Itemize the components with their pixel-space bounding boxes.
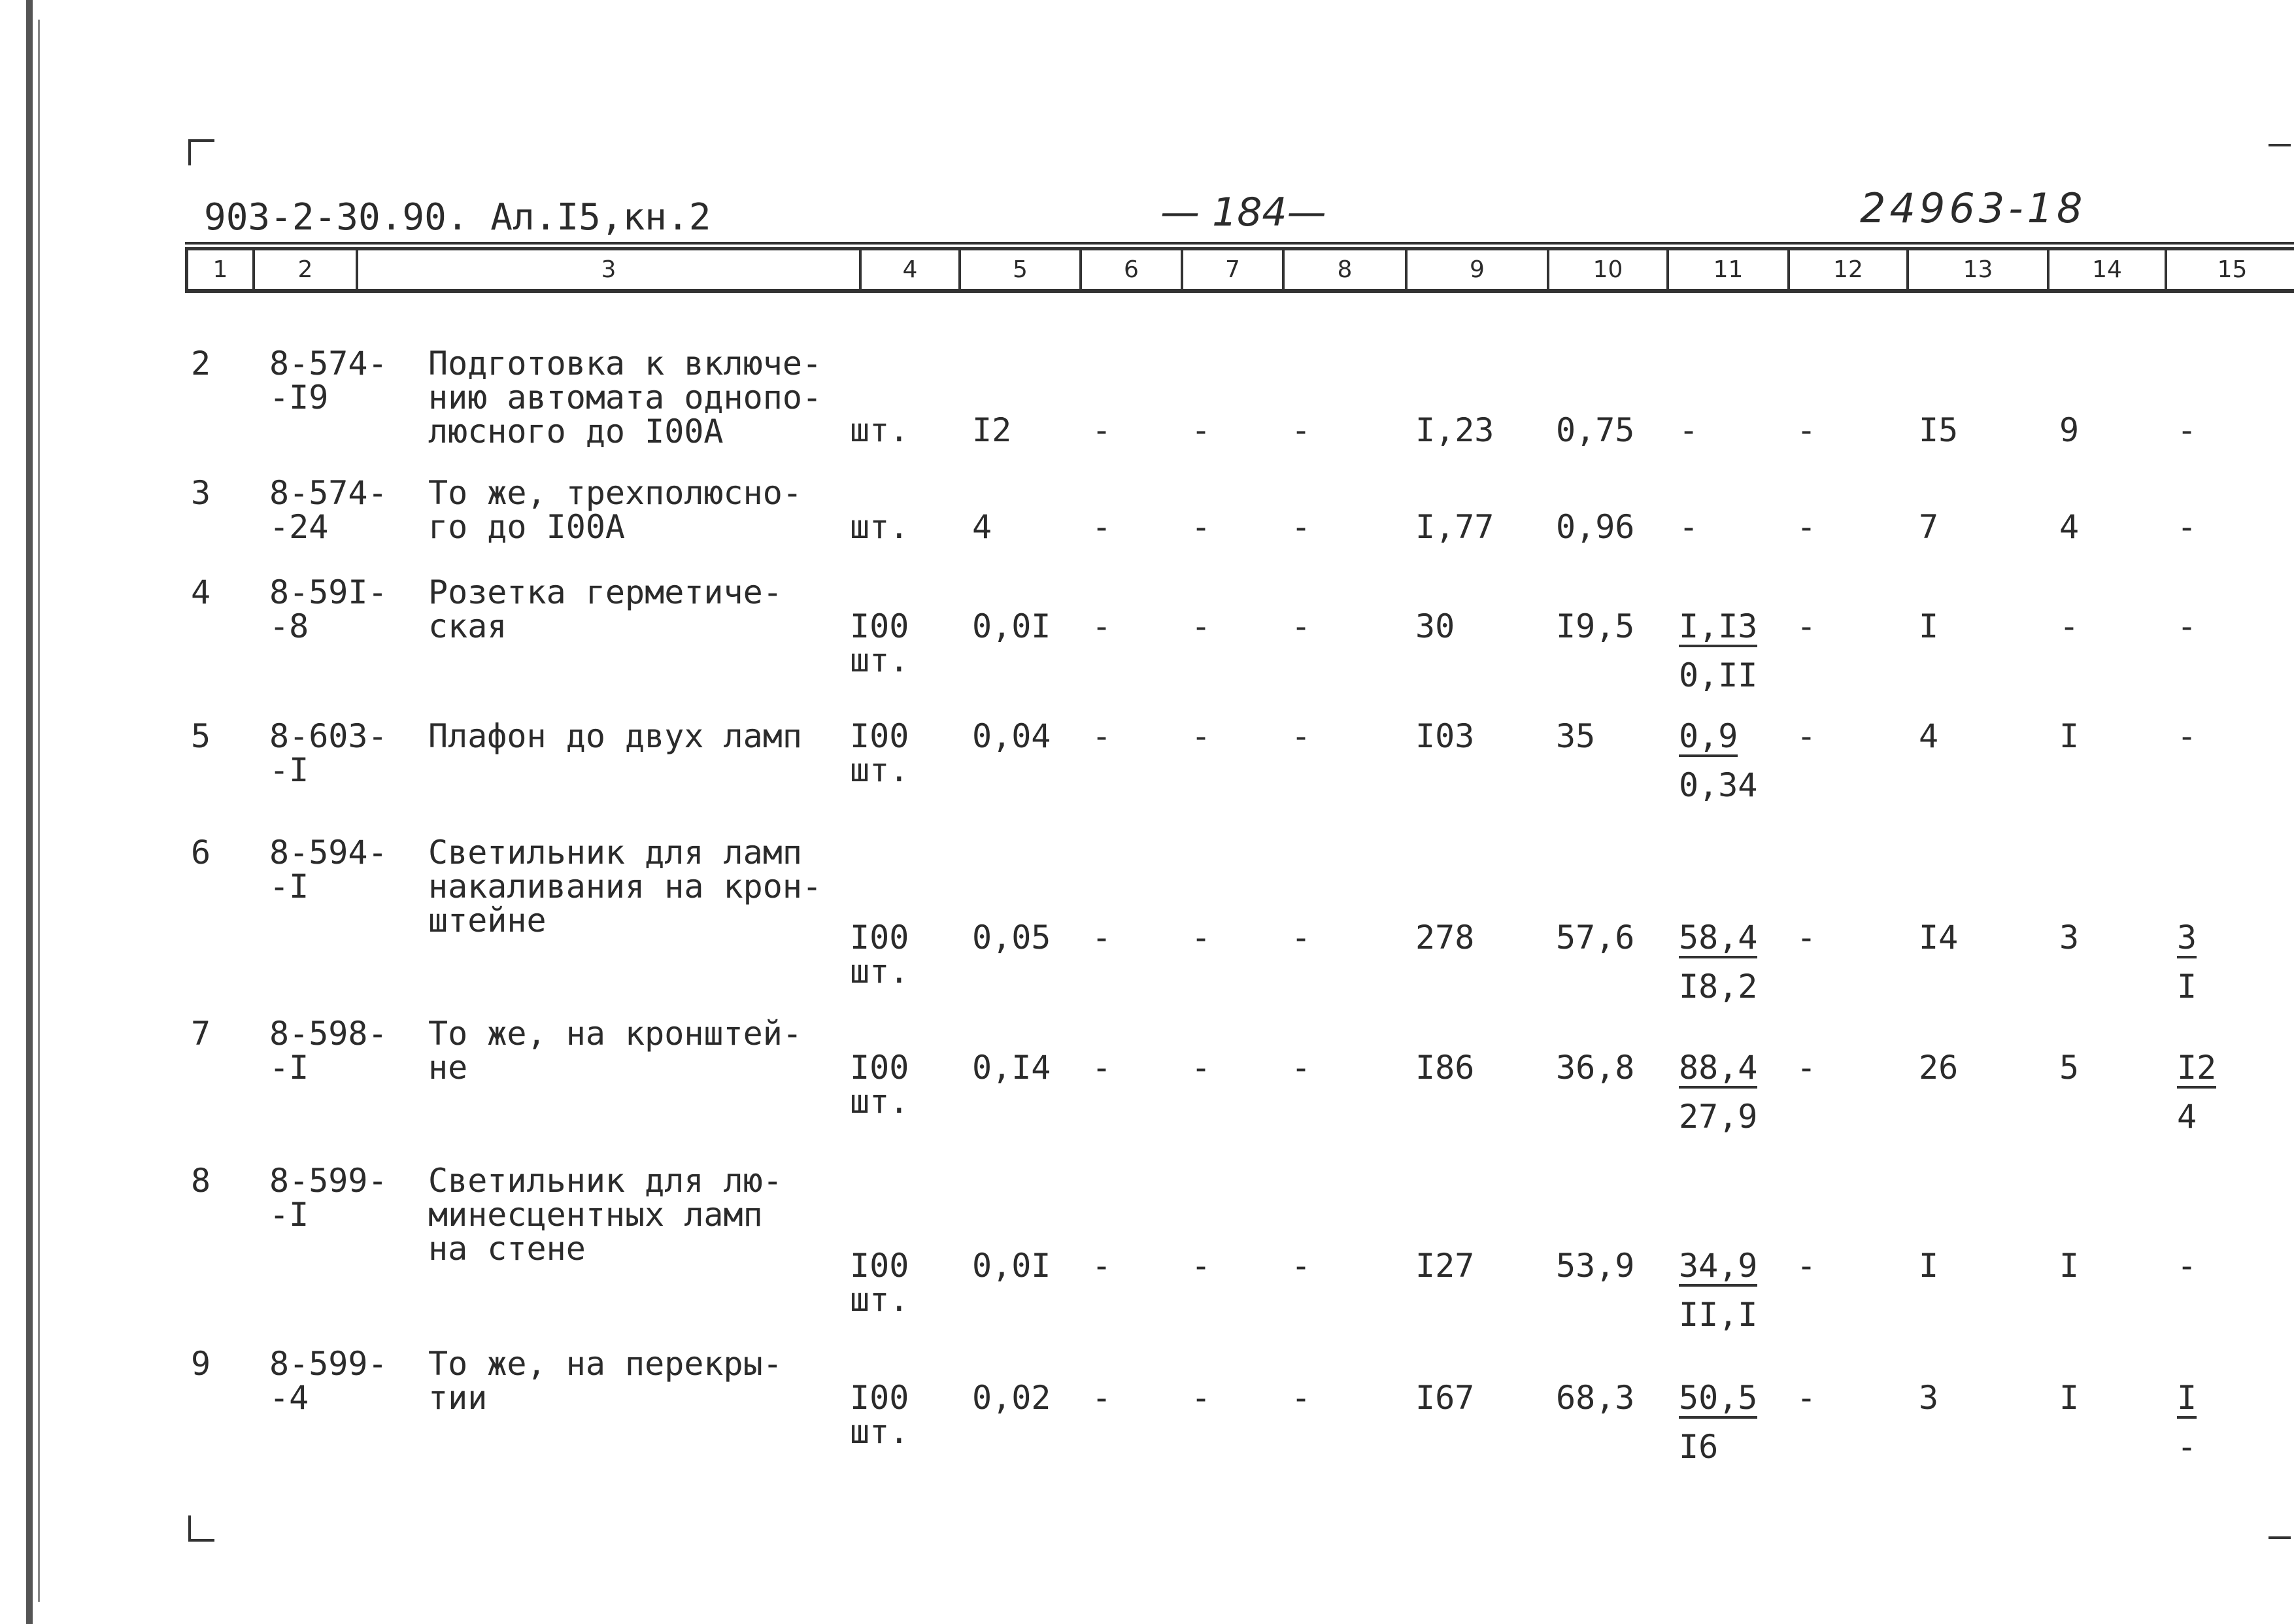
row-number: 3 (191, 474, 211, 512)
unit-cost: I86 (1415, 1049, 1475, 1087)
col7-value: - (1191, 607, 1211, 645)
work-name: Подготовка к включе- нию автомата однопо- люсного до I00А (428, 345, 822, 450)
column-number-5: 5 (961, 250, 1082, 290)
col14-value: 9 (2059, 411, 2080, 449)
col14-value: - (2059, 607, 2080, 645)
machine-cost-fraction (1679, 1051, 1757, 1089)
column-number-13: 13 (1909, 250, 2049, 290)
unit: I00 шт. (850, 1379, 909, 1451)
col6-value: - (1092, 1247, 1112, 1285)
col12-value: - (1796, 1379, 1817, 1417)
col13-value: I (1919, 1247, 1939, 1285)
quantity: 4 (972, 508, 992, 546)
col15-subvalue: I (2177, 968, 2197, 1006)
col15-fraction (2177, 609, 2197, 643)
col7-value: - (1191, 508, 1211, 546)
col14-value: I (2059, 1247, 2080, 1285)
col8-value: - (1291, 607, 1311, 645)
corner-mark-top-left (188, 139, 214, 165)
col12-value: - (1796, 508, 1817, 546)
column-number-15: 15 (2217, 256, 2248, 283)
norm-code: 8-574- -I9 (269, 345, 388, 416)
norm-code: 8-599- -4 (269, 1345, 388, 1417)
wage-cost: I9,5 (1556, 607, 1635, 645)
col15-value: - (2177, 717, 2197, 755)
machine-cost-fraction (1679, 719, 1738, 757)
machine-wage: 0,II (1679, 656, 1758, 694)
column-number-header (185, 247, 2294, 293)
column-number-2: 2 (255, 250, 358, 290)
work-name: Плафон до двух ламп (428, 717, 802, 755)
column-number-9: 9 (1408, 250, 1549, 290)
col6-value: - (1092, 1049, 1112, 1087)
col15-fraction (2177, 1381, 2197, 1419)
machine-cost-fraction (1679, 1381, 1757, 1419)
quantity: 0,04 (972, 717, 1051, 755)
column-number-7: 7 (1183, 250, 1285, 290)
column-number-3: 3 (358, 250, 862, 290)
machine-cost: 88,4 (1679, 1051, 1757, 1089)
quantity: 0,02 (972, 1379, 1051, 1417)
col13-value: I5 (1919, 411, 1959, 449)
col15-fraction (2177, 413, 2197, 447)
unit: I00 шт. (850, 607, 909, 679)
wage-cost: 36,8 (1556, 1049, 1635, 1087)
row-number: 9 (191, 1345, 211, 1383)
machine-cost-fraction (1679, 1249, 1757, 1287)
unit-cost: I,77 (1415, 508, 1494, 546)
machine-cost: - (1679, 411, 1699, 449)
machine-wage: II,I (1679, 1296, 1758, 1334)
machine-wage: I8,2 (1679, 968, 1758, 1006)
work-name: То же, на перекры- тии (428, 1345, 783, 1417)
col13-value: 26 (1919, 1049, 1959, 1087)
col6-value: - (1092, 607, 1112, 645)
col12-value: - (1796, 1049, 1817, 1087)
col7-value: - (1191, 411, 1211, 449)
norm-code: 8-594- -I (269, 834, 388, 905)
col7-value: - (1191, 1247, 1211, 1285)
page-number: — 184— (1160, 190, 1326, 235)
col13-value: I (1919, 607, 1939, 645)
col15-value: I2 (2177, 1051, 2216, 1089)
row-number: 4 (191, 573, 211, 611)
col14-value: 4 (2059, 508, 2080, 546)
machine-cost-fraction (1679, 921, 1757, 958)
unit: шт. (850, 411, 909, 449)
col7-value: - (1191, 1379, 1211, 1417)
unit-cost: I03 (1415, 717, 1475, 755)
column-number-8: 8 (1285, 250, 1408, 290)
col8-value: - (1291, 508, 1311, 546)
machine-cost-fraction (1679, 510, 1698, 544)
col15-value: I (2177, 1381, 2197, 1419)
col15-subvalue: - (2177, 1428, 2197, 1466)
col15-fraction (2177, 510, 2197, 544)
col15-value: - (2177, 508, 2197, 546)
binding-edge-line (38, 20, 40, 1602)
quantity: I2 (972, 411, 1012, 449)
unit: I00 шт. (850, 1247, 909, 1319)
col13-value: 4 (1919, 717, 1939, 755)
col15-value: 3 (2177, 921, 2197, 958)
col15-fraction (2177, 719, 2197, 753)
col12-value: - (1796, 1247, 1817, 1285)
quantity: 0,I4 (972, 1049, 1051, 1087)
wage-cost: 57,6 (1556, 919, 1635, 956)
machine-cost: 34,9 (1679, 1249, 1757, 1287)
col7-value: - (1191, 1049, 1211, 1087)
wage-cost: 53,9 (1556, 1247, 1635, 1285)
col15-fraction (2177, 921, 2197, 958)
unit-cost: 30 (1415, 607, 1455, 645)
col13-value: 7 (1919, 508, 1939, 546)
unit-cost: I27 (1415, 1247, 1475, 1285)
norm-code: 8-59I- -8 (269, 573, 388, 645)
col8-value: - (1291, 1049, 1311, 1087)
work-name: То же, трехполюсно- го до I00А (428, 474, 802, 546)
machine-wage: I6 (1679, 1428, 1719, 1466)
col6-value: - (1092, 717, 1112, 755)
corner-mark-bottom-right (2269, 1536, 2291, 1539)
col8-value: - (1291, 1247, 1311, 1285)
col15-value: - (2177, 1247, 2197, 1285)
col12-value: - (1796, 717, 1817, 755)
norm-code: 8-603- -I (269, 717, 388, 789)
wage-cost: 35 (1556, 717, 1596, 755)
column-number-12: 12 (1790, 250, 1909, 290)
col15-value: - (2177, 411, 2197, 449)
row-number: 7 (191, 1015, 211, 1053)
norm-code: 8-599- -I (269, 1162, 388, 1234)
archive-number: 24963-18 (1860, 184, 2087, 232)
col8-value: - (1291, 1379, 1311, 1417)
corner-mark-top-right (2269, 144, 2291, 146)
unit-cost: 278 (1415, 919, 1475, 956)
col14-value: I (2059, 1379, 2080, 1417)
wage-cost: 0,96 (1556, 508, 1635, 546)
row-number: 8 (191, 1162, 211, 1200)
machine-wage: 0,34 (1679, 766, 1758, 804)
col15-subvalue: 4 (2177, 1098, 2197, 1136)
col14-value: 3 (2059, 919, 2080, 956)
unit-cost: I67 (1415, 1379, 1475, 1417)
work-name: То же, на кронштей- не (428, 1015, 802, 1087)
work-name: Розетка герметиче- ская (428, 573, 783, 645)
col15-value: - (2177, 607, 2197, 645)
quantity: 0,0I (972, 1247, 1051, 1285)
machine-cost: 50,5 (1679, 1381, 1757, 1419)
machine-cost-fraction (1679, 413, 1698, 447)
col8-value: - (1291, 717, 1311, 755)
work-name: Светильник для ламп накаливания на крон- штейне (428, 834, 822, 939)
column-number-4: 4 (862, 250, 961, 290)
machine-cost: I,I3 (1679, 609, 1757, 647)
document-reference: 903-2-30.90. Ал.I5,кн.2 (204, 196, 711, 239)
wage-cost: 0,75 (1556, 411, 1635, 449)
col14-value: 5 (2059, 1049, 2080, 1087)
column-number-14: 14 (2049, 250, 2167, 290)
table-top-rule (185, 242, 2294, 245)
norm-code: 8-598- -I (269, 1015, 388, 1087)
wage-cost: 68,3 (1556, 1379, 1635, 1417)
row-number: 2 (191, 345, 211, 382)
unit: I00 шт. (850, 919, 909, 990)
norm-code: 8-574- -24 (269, 474, 388, 546)
work-name: Светильник для лю- минесцентных ламп на стене (428, 1162, 783, 1268)
column-number-11: 11 (1669, 250, 1790, 290)
col6-value: - (1092, 508, 1112, 546)
col12-value: - (1796, 411, 1817, 449)
col14-value: I (2059, 717, 2080, 755)
col13-value: I4 (1919, 919, 1959, 956)
column-number-10: 10 (1549, 250, 1669, 290)
row-number: 5 (191, 717, 211, 755)
col8-value: - (1291, 411, 1311, 449)
column-number-1: 1 (188, 250, 255, 290)
col6-value: - (1092, 919, 1112, 956)
col15-fraction (2177, 1051, 2216, 1089)
row-number: 6 (191, 834, 211, 871)
quantity: 0,05 (972, 919, 1051, 956)
col13-value: 3 (1919, 1379, 1939, 1417)
col12-value: - (1796, 607, 1817, 645)
col6-value: - (1092, 411, 1112, 449)
corner-mark-bottom-left (188, 1515, 214, 1542)
col7-value: - (1191, 919, 1211, 956)
col15-fraction (2177, 1249, 2197, 1283)
quantity: 0,0I (972, 607, 1051, 645)
unit: I00 шт. (850, 1049, 909, 1121)
binding-edge (26, 0, 33, 1624)
unit: шт. (850, 508, 909, 546)
machine-cost: 0,9 (1679, 719, 1738, 757)
machine-wage: 27,9 (1679, 1098, 1758, 1136)
column-number-6: 6 (1082, 250, 1183, 290)
col7-value: - (1191, 717, 1211, 755)
machine-cost: - (1679, 508, 1699, 546)
col6-value: - (1092, 1379, 1112, 1417)
unit-cost: I,23 (1415, 411, 1494, 449)
col12-value: - (1796, 919, 1817, 956)
machine-cost: 58,4 (1679, 921, 1757, 958)
col8-value: - (1291, 919, 1311, 956)
machine-cost-fraction (1679, 609, 1757, 647)
unit: I00 шт. (850, 717, 909, 789)
